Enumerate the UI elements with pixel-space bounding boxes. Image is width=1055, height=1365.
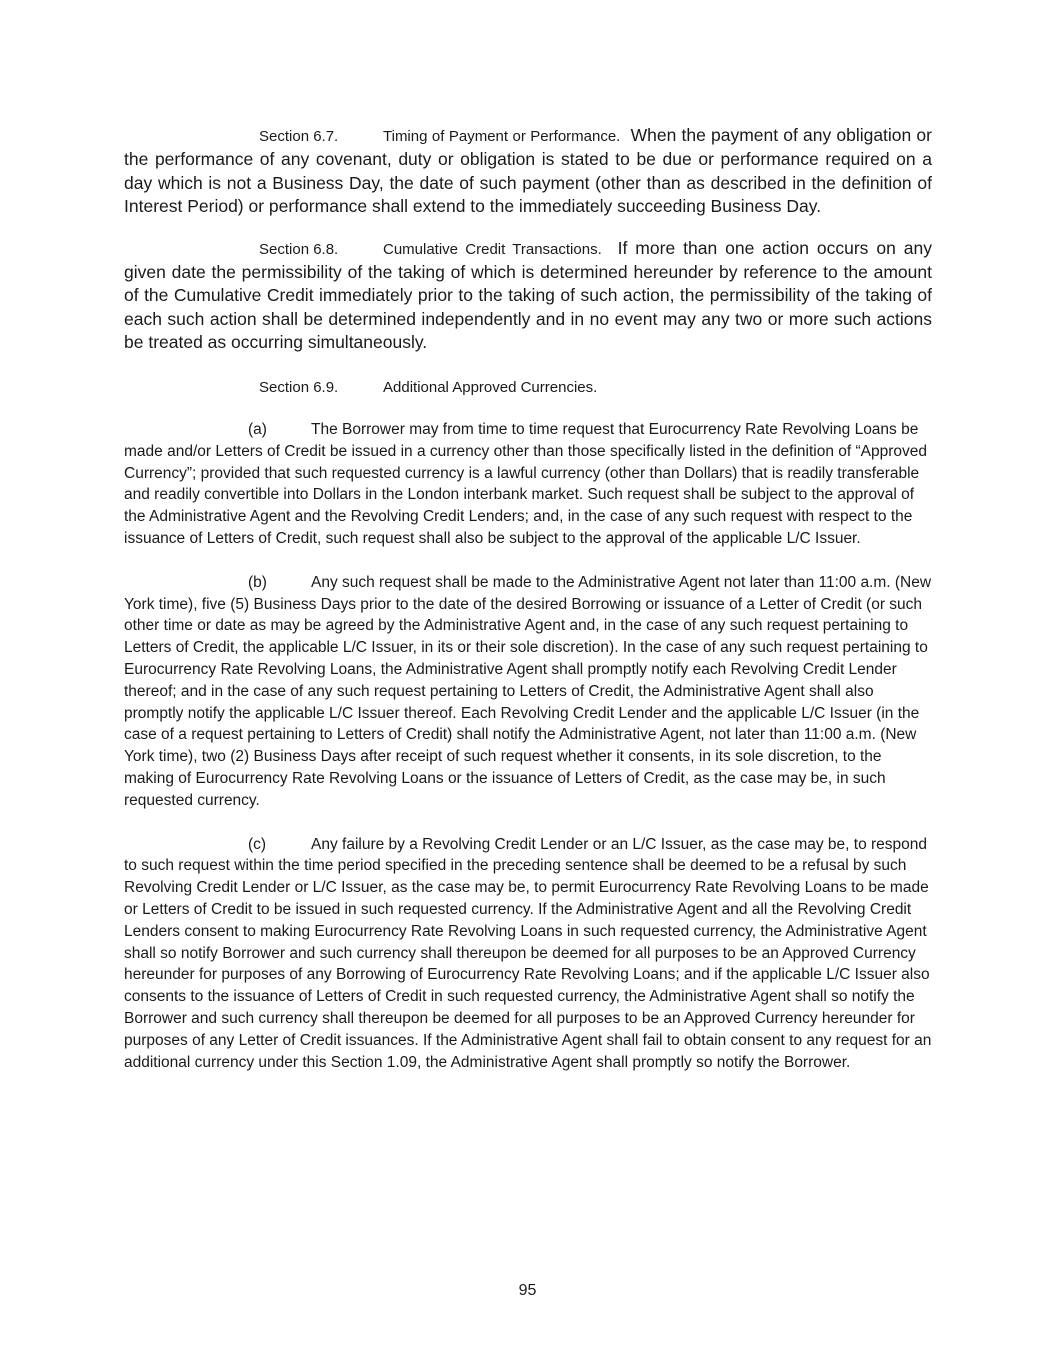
paragraph-a bbox=[124, 419, 932, 550]
section-text: If more than one action occurs on any given date the permissibility of the taking of which is determined hereunder by reference to the amount of the Cumulative Credit immediately prior to the taking of such action, the permissibility of the taking of each such action shall be determined independently and in no event may any two or more such actions be treated as occurring simultaneously. bbox=[124, 237, 932, 353]
section-6-8 bbox=[124, 237, 932, 355]
section-6-7 bbox=[124, 124, 932, 219]
paragraph-text: Any such request shall be made to the Administrative Agent not later than 11:00 a.m. (New York time), five (5) Business Days prior to the date of the desired Borrowing or issuance of a Letter of Credit (or such other time or date as may be agreed by the Administrative Agent and, in the case of any such request pertaining to Letters of Credit, the applicable L/C Issuer, in its or their sole discretion). In the case of any such request pertaining to Eurocurrency Rate Revolving Loans, the Administrative Agent shall promptly notify each Revolving Credit Lender thereof; and in the case of any such request pertaining to Letters of Credit, the Administrative Agent shall also promptly notify the applicable L/C Issuer thereof. Each Revolving Credit Lender and the applicable L/C Issuer (in the case of a request pertaining to Letters of Credit) shall notify the Administrative Agent, not later than 11:00 a.m. (New York time), two (2) Business Days after receipt of such request whether it consents, in its sole discretion, to the making of Eurocurrency Rate Revolving Loans or the issuance of Letters of Credit, as the case may be, in such requested currency. bbox=[124, 573, 932, 809]
document-body bbox=[124, 124, 932, 1095]
paragraph-text: Any failure by a Revolving Credit Lender or an L/C Issuer, as the case may be, to respond to such request within the time period specified in the preceding sentence shall be deemed to be a refusal by such Revolving Credit Lender or L/C Issuer, as the case may be, to permit Eurocurrency Rate Revolving Loans to be made or Letters of Credit to be issued in such requested currency. If the Administrative Agent and all the Revolving Credit Lenders consent to making Eurocurrency Rate Revolving Loans in such requested currency, the Administrative Agent shall so notify Borrower and such currency shall thereupon be deemed for all purposes to be an Approved Currency hereunder for purposes of any Borrowing of Eurocurrency Rate Revolving Loans; and if the applicable L/C Issuer also consents to the issuance of Letters of Credit in such requested currency, the Administrative Agent shall so notify the Borrower and such currency shall thereupon be deemed for all purposes to be an Approved Currency hereunder for purposes of any Letter of Credit issuances. If the Administrative Agent shall fail to obtain consent to any request for an additional currency under this Section 1.09, the Administrative Agent shall promptly so notify the Borrower. bbox=[124, 835, 932, 1071]
paragraph-c bbox=[124, 834, 932, 1074]
section-number: Section 6.7. bbox=[259, 128, 339, 145]
page-number: 95 bbox=[518, 1282, 537, 1299]
section-text: When the payment of any obligation or the performance of any covenant, duty or obligation is stated to be due or performance required on a day which is not a Business Day, the date of such payment (other than as described in the definition of Interest Period) or performance shall extend to the immediately succeeding Business Day. bbox=[124, 125, 932, 217]
paragraph-label: (b) bbox=[248, 573, 267, 591]
paragraph-b bbox=[124, 572, 932, 812]
section-title: Additional Approved Currencies. bbox=[383, 378, 598, 396]
section-6-9 bbox=[124, 375, 932, 399]
section-number: Section 6.9. bbox=[259, 378, 339, 396]
section-title: Timing of Payment or Performance. bbox=[383, 128, 621, 145]
paragraph-text: The Borrower may from time to time request that Eurocurrency Rate Revolving Loans be made and/or Letters of Credit be issued in a currency other than those specifically listed in the definition of “Approved Currency”; provided that such requested currency is a lawful currency (other than Dollars) that is readily transferable and readily convertible into Dollars in the London interbank market. Such request shall be subject to the approval of the Administrative Agent and the Revolving Credit Lenders; and, in the case of any such request with respect to the issuance of Letters of Credit, such request shall also be subject to the approval of the applicable L/C Issuer. bbox=[124, 421, 928, 548]
paragraph-label: (a) bbox=[248, 421, 267, 439]
section-title: Cumulative Credit Transactions. bbox=[383, 240, 602, 258]
section-number: Section 6.8. bbox=[259, 240, 339, 258]
paragraph-label: (c) bbox=[248, 835, 267, 853]
